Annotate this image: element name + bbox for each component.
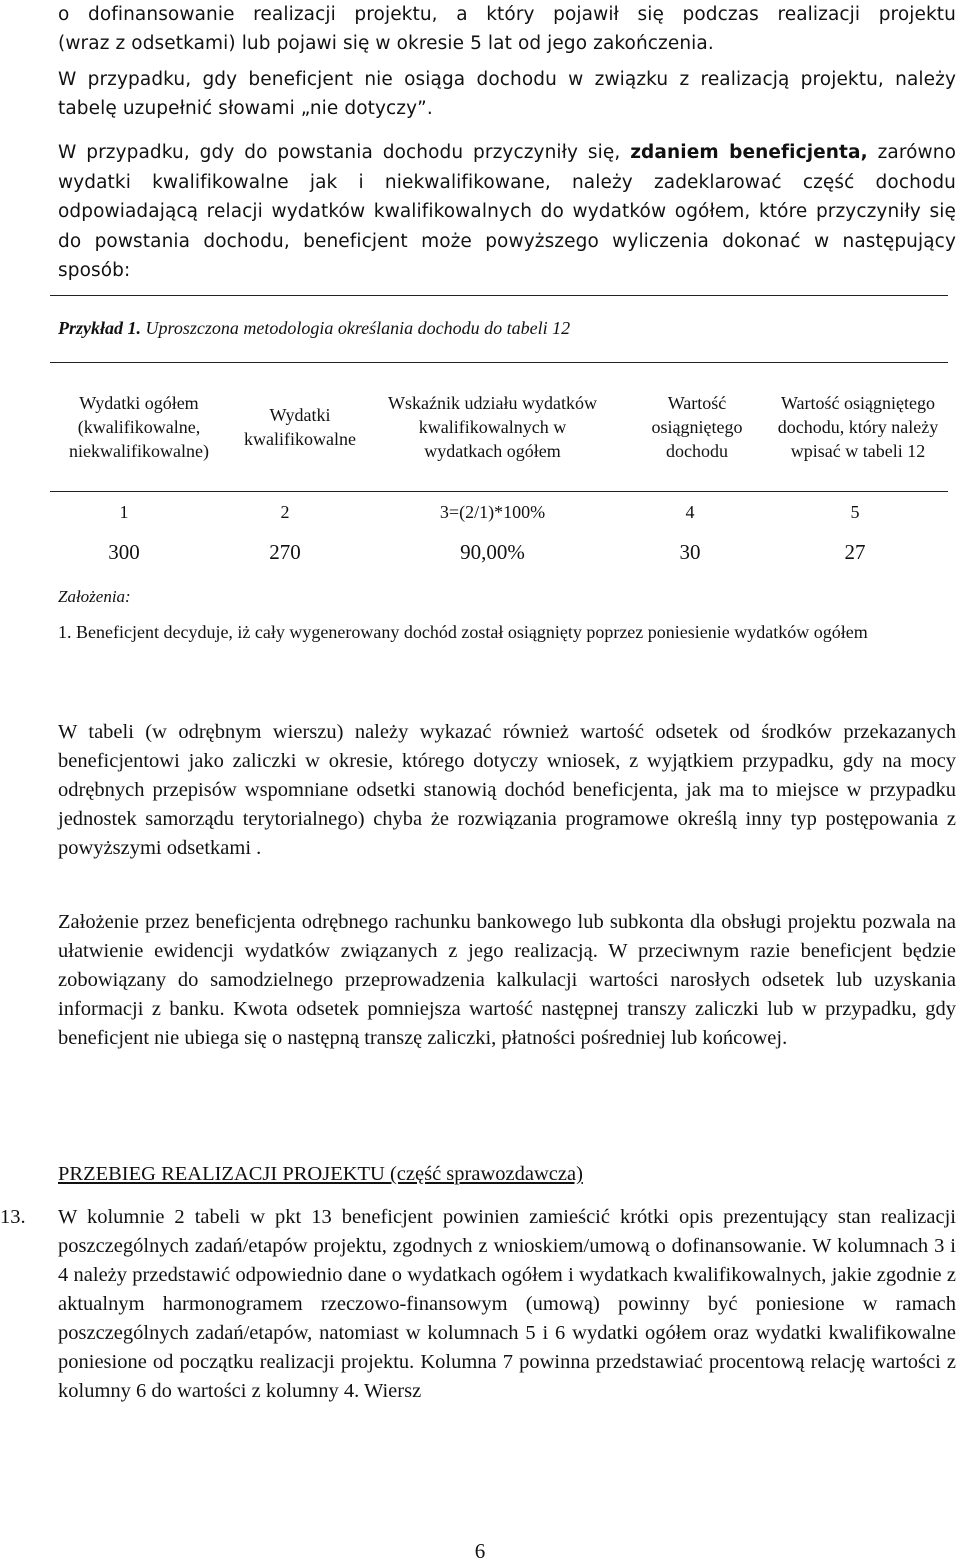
item-13-paragraph: W kolumnie 2 tabeli w pkt 13 beneficjent powinien zamieścić krótki opis prezentujący stan realizacji poszczególnych zadań/etapów projektu, zgodnych z wnioskiem/umową o dofinansowanie. W kolumnach 3 i 4 należy przedstawić odpowiednio dane o wydatkach ogółem i wydatkach kwalifikowalnych, jakie zgodnie z aktualnym harmonogramem rzeczowo-finansowym (umową) powinny być poniesione w ramach poszczególnych zadań/etapów, natomiast w kolumnach 5 i 6 wydatki ogółem oraz wydatki kwalifikowalne poniesione od początku realizacji projektu. Kolumna 7 powinna przedstawiać procentową relację wartości z kolumny 6 do wartości z kolumny 4. Wiersz [58, 1206, 956, 1402]
income-pre: W przypadku, gdy do powstania dochodu przyczyniły się, [58, 142, 631, 163]
header-cell-total-expenses: Wydatki ogółem (kwalifikowalne, niekwalifikowalne) [69, 393, 209, 461]
income-bold: zdaniem beneficjenta, [630, 142, 868, 163]
header-cell-eligible-expenses: Wydatki kwalifikowalne [244, 405, 356, 449]
column-number: 4 [685, 502, 695, 522]
assumption-1: 1. Beneficjent decyduje, iż cały wygenerowany dochód został osiągnięty poprzez poniesienie wydatków ogółem [58, 622, 868, 642]
page-number: 6 [474, 1539, 486, 1563]
account-paragraph: Założenie przez beneficjenta odrębnego rachunku bankowego lub subkonta dla obsługi projektu pozwala na ułatwienie ewidencji wydatków związanych z jego realizacją. W przeciwnym razie beneficjent będzie zobowiązany do samodzielnego przeprowadzenia kalkulacji wartości narosłych odsetek lub uzyskania informacji z banku. Kwota odsetek pomniejsza wartość następnej transzy zaliczki lub w przypadku, gdy beneficjent nie ubiega się o następną transzę zaliczki, płatności pośredniej lub końcowej. [58, 911, 956, 1049]
item-number: 13. [0, 1206, 26, 1228]
column-number: 1 [119, 502, 129, 522]
column-number: 3=(2/1)*100% [439, 502, 546, 522]
header-cell-income-value: Wartość osiągniętego dochodu [651, 393, 743, 461]
intro-line-2: (wraz z odsetkami) lub pojawi się w okresie 5 lat od jego zakończenia. [58, 33, 714, 54]
value-cell: 270 [269, 540, 301, 564]
not-applicable-paragraph: W przypadku, gdy beneficjent nie osiąga dochodu w związku z realizacją projektu, należy tabelę uzupełnić słowami „nie dotyczy”. [58, 69, 956, 119]
income-post: zarówno wydatki kwalifikowalne jak i niekwalifikowane, należy zadeklarować część dochodu odpowiadającą relacji wydatków kwalifikowalnych do wydatków ogółem, które przyczyniły się do powstania dochodu, beneficjent może powyższego wyliczenia dokonać w następujący sposób: [58, 142, 957, 281]
intro-paragraph [58, 0, 956, 58]
example-caption [58, 314, 956, 343]
income-paragraph [58, 138, 956, 286]
header-cell-share-ratio: Wskaźnik udziału wydatków kwalifikowalnych w wydatkach ogółem [388, 393, 597, 461]
income-table [50, 362, 948, 582]
interest-paragraph: W tabeli (w odrębnym wierszu) należy wykazać również wartość odsetek od środków przekazanych beneficjentowi jako zaliczki w okresie, którego dotyczy wniosek, z wyjątkiem przypadku, gdy na mocy odrębnych przepisów wspomniane odsetki stanowią dochód beneficjenta, jak ma to miejsce w przypadku jednostek samorządu terytorialnego) chyba że rozwiązania programowe określą inny typ postępowania z powyższymi odsetkami . [58, 721, 956, 859]
value-cell: 27 [844, 540, 866, 564]
example-label: Przykład 1. [58, 318, 141, 338]
header-cell-income-to-report: Wartość osiągniętego dochodu, który należy wpisać w tabeli 12 [777, 393, 939, 461]
value-cell: 30 [679, 540, 701, 564]
section-rule [50, 295, 948, 296]
assumptions-label: Założenia: [58, 587, 131, 606]
column-number: 2 [280, 502, 290, 522]
value-cell: 90,00% [460, 540, 525, 564]
section-heading: PRZEBIEG REALIZACJI PROJEKTU (część sprawozdawcza) [58, 1163, 583, 1185]
column-number: 5 [850, 502, 860, 522]
table-header [50, 362, 948, 492]
value-cell: 300 [108, 540, 140, 564]
intro-line-1: o dofinansowanie realizacji projektu, a który pojawił się podczas realizacji projektu [58, 4, 956, 25]
example-title: Uproszczona metodologia określania dochodu do tabeli 12 [141, 318, 571, 338]
